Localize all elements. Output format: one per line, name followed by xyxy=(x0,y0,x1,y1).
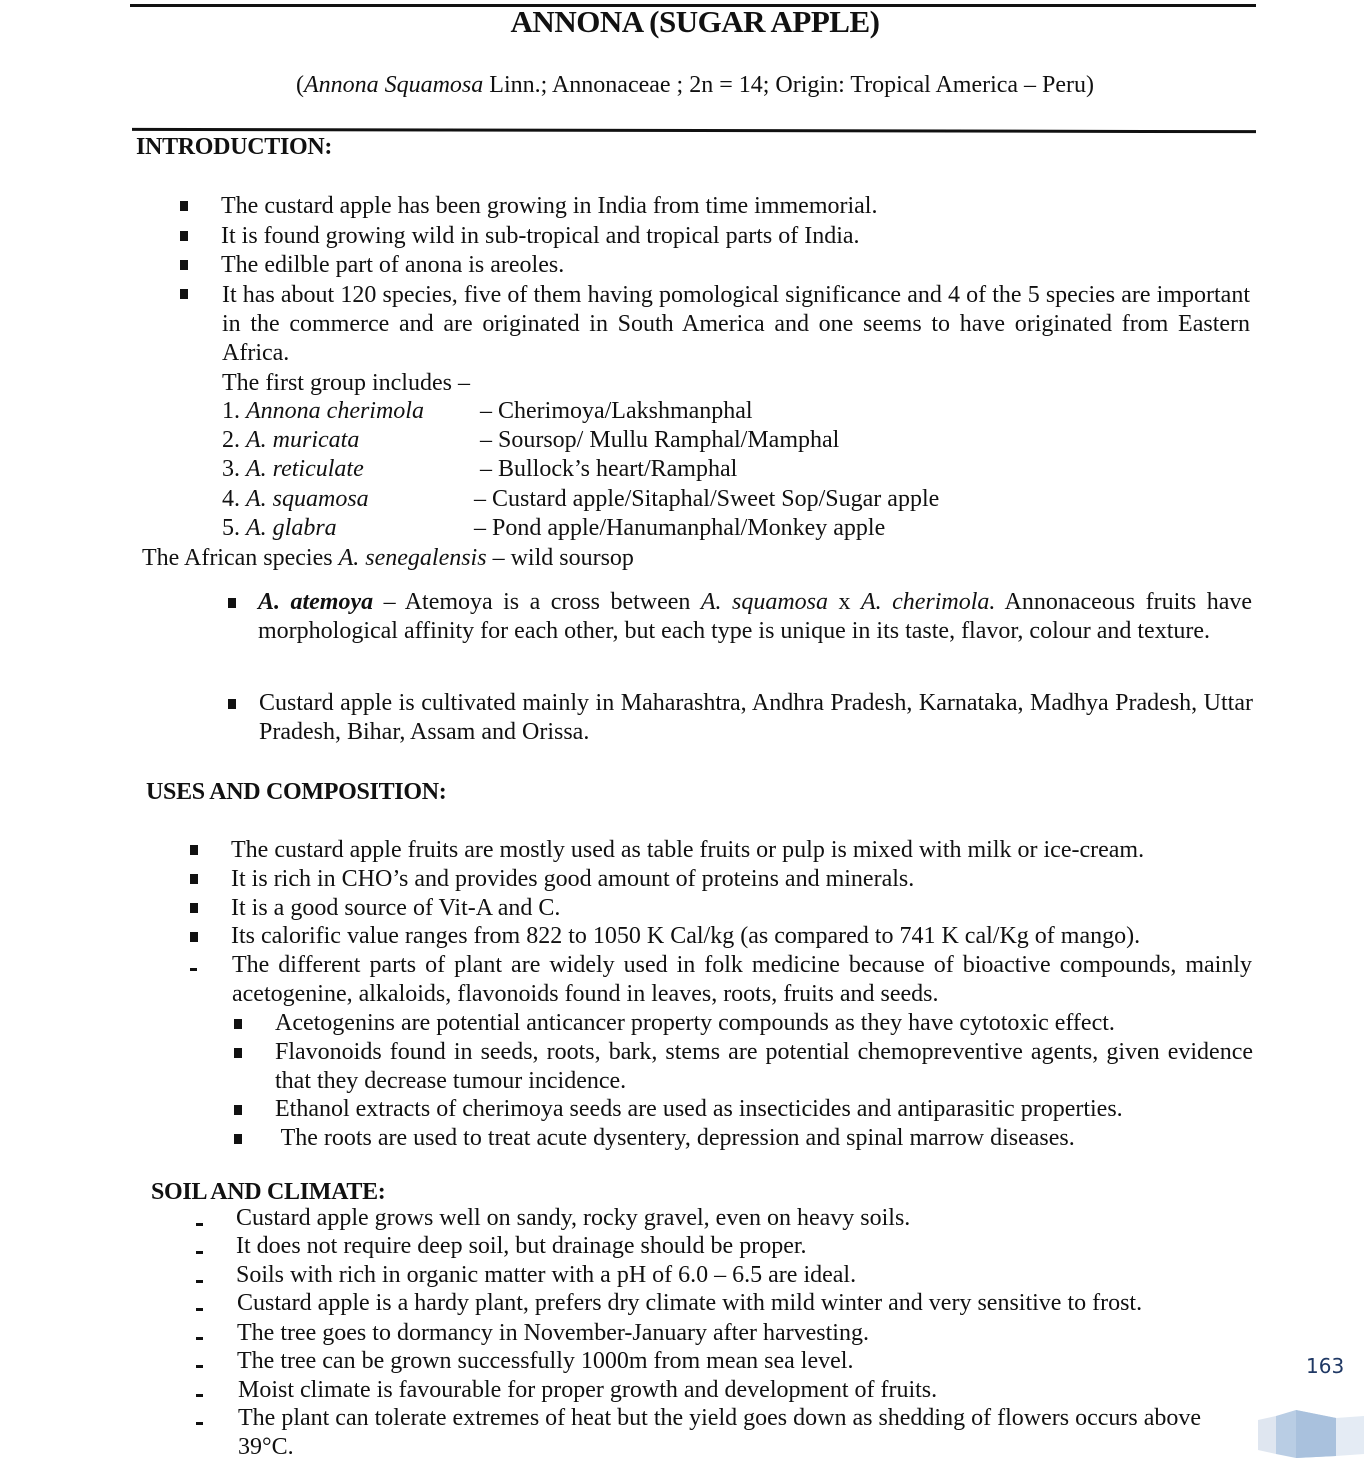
bullet-icon xyxy=(180,260,188,270)
cultivation-paragraph: Custard apple is cultivated mainly in Maharashtra, Andhra Pradesh, Karnataka, Madhya Pradesh, Uttar Pradesh, Bihar, Assam and Orissa. xyxy=(259,690,1253,745)
soil-item-3: Soils with rich in organic matter with a pH of 6.0 – 6.5 are ideal. xyxy=(236,1262,857,1288)
bullet-icon xyxy=(190,932,198,942)
species-1-name: 1. Annona cherimola xyxy=(222,398,424,424)
intro-bullet-4: It has about 120 species, five of them having pomological significance and 4 of the 5 species are important in the commerce and are originated in South America and one seems to have originated from Eastern Africa. xyxy=(222,282,1250,366)
uses-sub-bullet-3: Ethanol extracts of cherimoya seeds are used as insecticides and antiparasitic properties. xyxy=(275,1096,1123,1122)
bullet-icon xyxy=(180,201,188,211)
species-2-common: – Soursop/ Mullu Ramphal/Mamphal xyxy=(480,427,840,453)
atemoya-paragraph: A. atemoya – Atemoya is a cross between A. squamosa x A. cherimola. Annonaceous fruits have morphological affinity for each other, but each type is unique in its taste, flavor, colour and texture. xyxy=(258,589,1253,644)
uses-bullet-1: The custard apple fruits are mostly used as table fruits or pulp is mixed with milk or ice-cream. xyxy=(231,837,1145,863)
bullet-icon xyxy=(190,845,198,855)
intro-bullet-1: The custard apple has been growing in India from time immemorial. xyxy=(221,193,878,219)
soil-item-6: The tree can be grown successfully 1000m from mean sea level. xyxy=(237,1348,854,1374)
dash-icon xyxy=(196,1280,203,1283)
page-subtitle: (Annona Squamosa Linn.; Annonaceae ; 2n = 14; Origin: Tropical America – Peru) xyxy=(295,72,1095,98)
soil-item-8: The plant can tolerate extremes of heat but the yield goes down as shedding of flowers occurs above 39°C. xyxy=(238,1405,1202,1460)
section-rule xyxy=(132,128,1256,133)
bullet-icon xyxy=(234,1019,242,1029)
bullet-icon xyxy=(234,1134,242,1144)
dash-icon xyxy=(190,968,197,971)
species-5-name: 5. A. glabra xyxy=(222,515,337,541)
bullet-icon xyxy=(180,231,188,241)
soil-item-4: Custard apple is a hardy plant, prefers dry climate with mild winter and very sensitive to frost. xyxy=(237,1290,1143,1316)
dash-icon xyxy=(196,1251,203,1254)
bullet-icon xyxy=(234,1048,242,1058)
soil-heading: SOIL AND CLIMATE: xyxy=(151,1179,386,1205)
species-4-name: 4. A. squamosa xyxy=(222,486,369,512)
botanical-name: Annona Squamosa xyxy=(303,72,484,98)
uses-sub-bullet-1: Acetogenins are potential anticancer property compounds as they have cytotoxic effect. xyxy=(275,1010,1115,1036)
page-title: ANNONA (SUGAR APPLE) xyxy=(510,4,880,39)
species-3-common: – Bullock’s heart/Ramphal xyxy=(480,456,738,482)
group-intro: The first group includes – xyxy=(222,370,470,396)
page-corner-decoration-icon xyxy=(1258,1408,1364,1458)
species-1-common: – Cherimoya/Lakshmanphal xyxy=(480,398,753,424)
uses-heading: USES AND COMPOSITION: xyxy=(146,779,447,805)
uses-bullet-2: It is rich in CHO’s and provides good amount of proteins and minerals. xyxy=(231,866,915,892)
bullet-icon xyxy=(190,874,198,884)
bullet-icon xyxy=(180,289,188,299)
bullet-icon xyxy=(228,699,236,709)
soil-item-7: Moist climate is favourable for proper growth and development of fruits. xyxy=(238,1377,938,1403)
intro-bullet-2: It is found growing wild in sub-tropical and tropical parts of India. xyxy=(221,223,860,249)
dash-icon xyxy=(196,1394,203,1397)
bullet-icon xyxy=(234,1105,242,1115)
dash-icon xyxy=(196,1223,203,1226)
species-4-common: – Custard apple/Sitaphal/Sweet Sop/Sugar apple xyxy=(474,486,940,512)
uses-bullet-4: Its calorific value ranges from 822 to 1050 K Cal/kg (as compared to 741 K cal/Kg of mango). xyxy=(231,923,1141,949)
dash-icon xyxy=(196,1308,203,1311)
bullet-icon xyxy=(228,598,236,608)
species-2-name: 2. A. muricata xyxy=(222,427,360,453)
dash-icon xyxy=(196,1337,203,1340)
african-species: The African species A. senegalensis – wild soursop xyxy=(142,545,634,571)
introduction-heading: INTRODUCTION: xyxy=(136,134,333,160)
soil-item-1: Custard apple grows well on sandy, rocky gravel, even on heavy soils. xyxy=(236,1205,911,1231)
soil-item-5: The tree goes to dormancy in November-January after harvesting. xyxy=(237,1320,869,1346)
soil-item-2: It does not require deep soil, but drainage should be proper. xyxy=(236,1233,807,1259)
uses-bullet-3: It is a good source of Vit-A and C. xyxy=(231,895,561,921)
species-3-name: 3. A. reticulate xyxy=(222,456,364,482)
bullet-icon xyxy=(190,903,198,913)
species-5-common: – Pond apple/Hanumanphal/Monkey apple xyxy=(474,515,886,541)
page-number: 163 xyxy=(1306,1354,1345,1378)
intro-bullet-3: The edilble part of anona is areoles. xyxy=(221,252,565,278)
dash-icon xyxy=(196,1422,203,1425)
uses-sub-bullet-4: The roots are used to treat acute dysentery, depression and spinal marrow diseases. xyxy=(275,1125,1075,1151)
uses-sub-bullet-2: Flavonoids found in seeds, roots, bark, stems are potential chemopreventive agents, given evidence that they decrease tumour incidence. xyxy=(275,1039,1253,1094)
dash-icon xyxy=(196,1365,203,1368)
folk-medicine-paragraph: The different parts of plant are widely used in folk medicine because of bioactive compounds, mainly acetogenine, alkaloids, flavonoids found in leaves, roots, fruits and seeds. xyxy=(232,952,1252,1007)
